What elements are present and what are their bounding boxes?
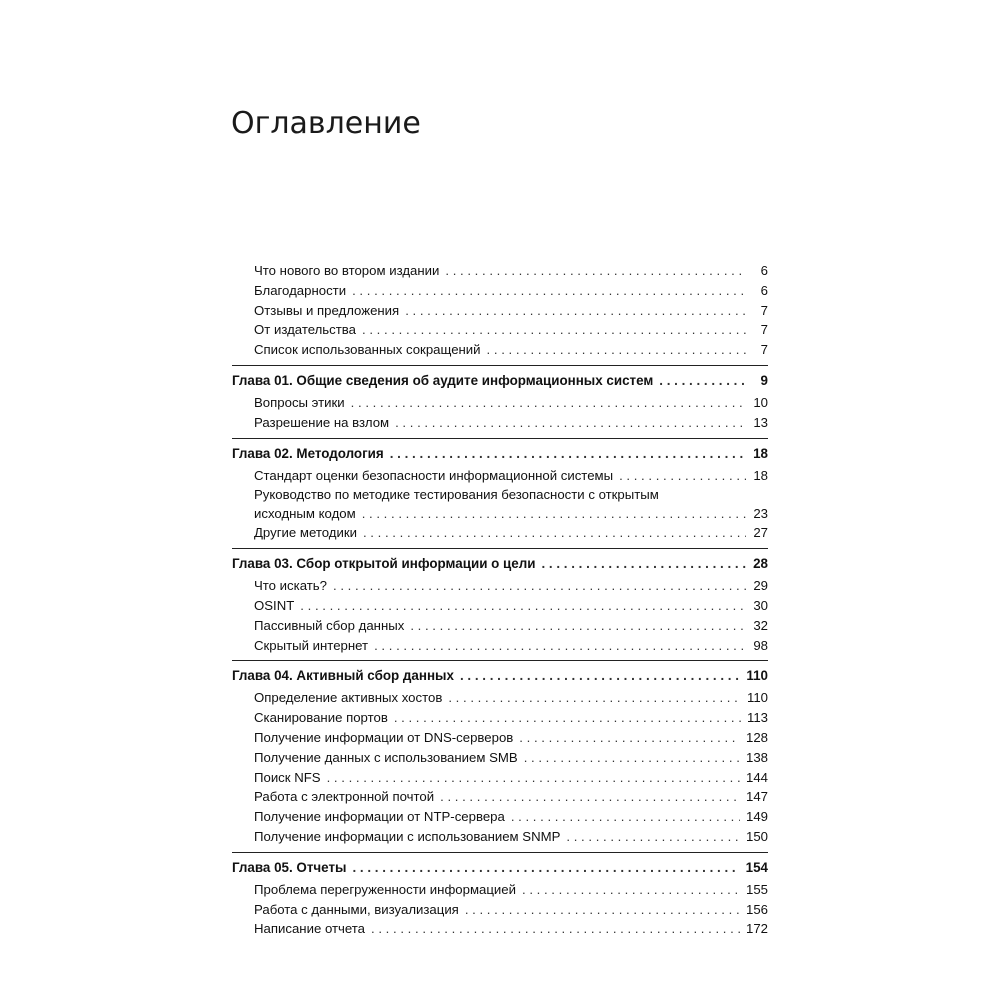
toc-chapter[interactable] bbox=[232, 552, 768, 576]
toc-entry-page: 10 bbox=[753, 394, 768, 410]
toc-entry[interactable] bbox=[232, 768, 768, 788]
leader-dots bbox=[440, 787, 740, 807]
toc-entry[interactable] bbox=[232, 281, 768, 301]
leader-dots bbox=[362, 504, 746, 523]
toc-entry-page: 30 bbox=[753, 597, 768, 613]
toc-chapter[interactable] bbox=[232, 664, 768, 688]
leader-dots bbox=[460, 664, 740, 688]
toc-entry[interactable] bbox=[232, 466, 768, 486]
toc-entry-title-continued: исходным кодом bbox=[254, 506, 356, 522]
table-of-contents bbox=[232, 261, 768, 939]
leader-dots bbox=[541, 552, 746, 576]
toc-entry-title: Разрешение на взлом bbox=[254, 414, 390, 430]
toc-entry-line2 bbox=[254, 504, 768, 523]
toc-entry-title: Вопросы этики bbox=[254, 394, 345, 410]
toc-chapter-title: Глава 03. Сбор открытой информации о цели bbox=[232, 556, 536, 572]
toc-entry-page: 6 bbox=[760, 263, 768, 278]
toc-entry-page: 13 bbox=[753, 414, 768, 430]
toc-entry[interactable] bbox=[232, 880, 768, 900]
leader-dots bbox=[524, 748, 740, 768]
leader-dots bbox=[619, 466, 746, 486]
toc-entry[interactable] bbox=[232, 919, 768, 939]
leader-dots bbox=[362, 320, 746, 340]
toc-entry[interactable] bbox=[232, 301, 768, 321]
leader-dots bbox=[410, 616, 746, 636]
leader-dots bbox=[519, 728, 740, 748]
leader-dots bbox=[522, 880, 740, 900]
toc-entry[interactable] bbox=[232, 596, 768, 616]
leader-dots bbox=[659, 369, 746, 393]
toc-entry-page: 110 bbox=[746, 690, 768, 706]
leader-dots bbox=[465, 900, 740, 920]
leader-dots bbox=[390, 442, 746, 466]
toc-chapter[interactable] bbox=[232, 856, 768, 880]
toc-entry[interactable] bbox=[232, 636, 768, 656]
toc-entry[interactable] bbox=[232, 485, 768, 523]
toc-entry[interactable] bbox=[232, 728, 768, 748]
leader-dots bbox=[351, 393, 746, 413]
divider bbox=[232, 365, 768, 366]
leader-dots bbox=[327, 768, 740, 788]
toc-entry-title: Получение данных с использованием SMB bbox=[254, 749, 518, 765]
toc-chapter-page: 9 bbox=[760, 372, 768, 388]
toc-entry[interactable] bbox=[232, 523, 768, 543]
leader-dots bbox=[374, 636, 746, 656]
toc-entry-page: 149 bbox=[745, 809, 768, 825]
page-title: Оглавление bbox=[231, 106, 421, 141]
toc-entry-title: Пассивный сбор данных bbox=[254, 617, 405, 633]
toc-entry-page: 150 bbox=[745, 828, 768, 844]
toc-chapter[interactable] bbox=[232, 369, 768, 393]
toc-entry[interactable] bbox=[232, 261, 768, 281]
toc-entry[interactable] bbox=[232, 748, 768, 768]
toc-entry-page: 7 bbox=[760, 342, 768, 358]
toc-entry-title: Написание отчета bbox=[254, 921, 366, 937]
leader-dots bbox=[566, 827, 740, 847]
toc-entry[interactable] bbox=[232, 688, 768, 708]
toc-chapter-page: 28 bbox=[753, 556, 768, 572]
toc-chapter-title: Глава 01. Общие сведения об аудите информационных систем bbox=[232, 372, 654, 388]
toc-entry[interactable] bbox=[232, 340, 768, 360]
toc-entry-title: Работа с электронной почтой bbox=[254, 789, 435, 805]
toc-entry-page: 156 bbox=[745, 901, 768, 917]
toc-entry[interactable] bbox=[232, 616, 768, 636]
toc-entry-title: Получение информации от NTP-сервера bbox=[254, 809, 505, 825]
leader-dots bbox=[352, 856, 739, 880]
toc-entry-title: Проблема перегруженности информацией bbox=[254, 881, 516, 897]
toc-entry-title: Стандарт оценки безопасности информационной системы bbox=[254, 467, 614, 483]
toc-chapter-page: 154 bbox=[745, 859, 768, 875]
divider bbox=[232, 438, 768, 439]
toc-entry-title: OSINT bbox=[254, 597, 295, 613]
toc-entry-title: Получение информации от DNS-серверов bbox=[254, 729, 514, 745]
toc-chapter-title: Глава 02. Методология bbox=[232, 445, 384, 461]
toc-entry-title: Другие методики bbox=[254, 525, 357, 541]
divider bbox=[232, 548, 768, 549]
toc-entry-title: Поиск NFS bbox=[254, 769, 321, 785]
toc-chapter-page: 18 bbox=[753, 445, 768, 461]
leader-dots bbox=[487, 340, 746, 360]
toc-entry-page: 6 bbox=[760, 282, 768, 298]
leader-dots bbox=[352, 281, 746, 301]
toc-entry-page: 7 bbox=[760, 302, 768, 318]
toc-entry[interactable] bbox=[232, 576, 768, 596]
toc-entry[interactable] bbox=[232, 900, 768, 920]
toc-entry-page: 18 bbox=[753, 467, 768, 483]
toc-entry-title: Список использованных сокращений bbox=[254, 342, 481, 358]
toc-entry[interactable] bbox=[232, 807, 768, 827]
toc-entry-page: 7 bbox=[760, 322, 768, 338]
toc-entry-page: 27 bbox=[753, 525, 768, 541]
toc-entry-page: 29 bbox=[753, 578, 768, 594]
toc-entry-page: 144 bbox=[745, 769, 768, 785]
toc-entry-title: Отзывы и предложения bbox=[254, 302, 400, 318]
toc-entry-title: Что нового во втором издании bbox=[254, 263, 440, 278]
toc-entry-page: 98 bbox=[753, 637, 768, 653]
toc-chapter-title: Глава 05. Отчеты bbox=[232, 859, 347, 875]
toc-entry-title: Сканирование портов bbox=[254, 710, 388, 726]
leader-dots bbox=[445, 261, 746, 281]
leader-dots bbox=[511, 807, 740, 827]
leader-dots bbox=[405, 301, 746, 321]
leader-dots bbox=[448, 688, 741, 708]
toc-entry-title: Получение информации с использованием SNMP bbox=[254, 828, 561, 844]
toc-entry[interactable] bbox=[232, 413, 768, 433]
toc-entry-page: 155 bbox=[745, 881, 768, 897]
toc-entry-page: 23 bbox=[753, 506, 768, 522]
leader-dots bbox=[394, 708, 741, 728]
toc-entry[interactable] bbox=[232, 708, 768, 728]
leader-dots bbox=[363, 523, 746, 543]
divider bbox=[232, 660, 768, 661]
toc-entry-page: 32 bbox=[753, 617, 768, 633]
leader-dots bbox=[300, 596, 746, 616]
toc-chapter-page: 110 bbox=[746, 668, 768, 684]
toc-entry-page: 147 bbox=[745, 789, 768, 805]
toc-chapter[interactable] bbox=[232, 442, 768, 466]
leader-dots bbox=[333, 576, 746, 596]
toc-entry-page: 128 bbox=[745, 729, 768, 745]
toc-entry-page: 172 bbox=[745, 921, 768, 937]
leader-dots bbox=[395, 413, 746, 433]
toc-entry-title: От издательства bbox=[254, 322, 357, 338]
toc-entry-title: Скрытый интернет bbox=[254, 637, 369, 653]
toc-entry-title: Руководство по методике тестирования безопасности с открытым bbox=[254, 487, 659, 503]
toc-entry[interactable] bbox=[232, 320, 768, 340]
leader-dots bbox=[371, 919, 740, 939]
toc-entry-title: Что искать? bbox=[254, 578, 327, 594]
toc-entry-page: 113 bbox=[746, 710, 768, 726]
toc-entry-title: Благодарности bbox=[254, 282, 347, 298]
toc-entry[interactable] bbox=[232, 827, 768, 847]
toc-chapter-title: Глава 04. Активный сбор данных bbox=[232, 668, 454, 684]
toc-entry[interactable] bbox=[232, 393, 768, 413]
toc-entry-title: Работа с данными, визуализация bbox=[254, 901, 459, 917]
toc-entry-title: Определение активных хостов bbox=[254, 690, 443, 706]
divider bbox=[232, 852, 768, 853]
toc-entry-page: 138 bbox=[745, 749, 768, 765]
toc-entry[interactable] bbox=[232, 787, 768, 807]
